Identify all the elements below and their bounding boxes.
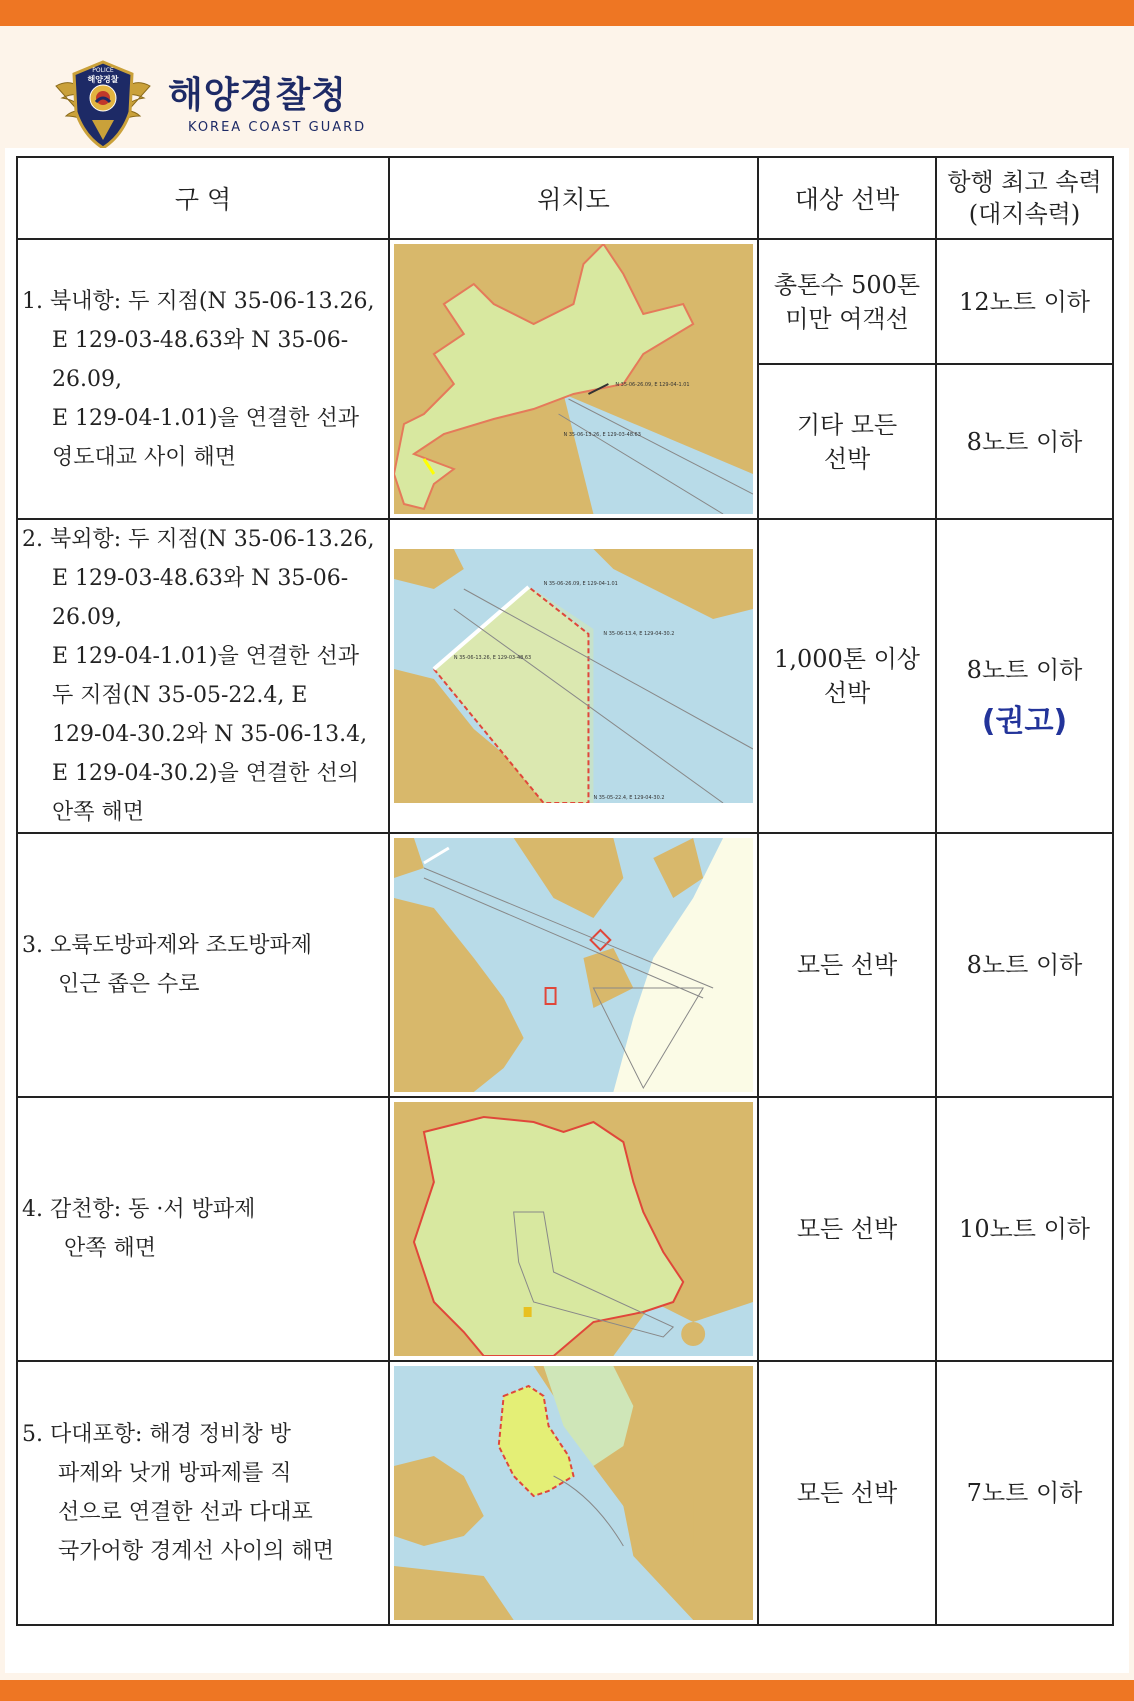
- emblem-main-text: 해양경찰: [87, 75, 119, 84]
- area-cell: [17, 239, 389, 519]
- vessel-cell: [758, 519, 936, 833]
- map-coord-label: N 35-06-13.4, E 129-04-30.2: [603, 630, 675, 638]
- area-line: 4. 감천항: 동 ·서 방파제: [22, 1197, 256, 1222]
- location-map: [389, 833, 758, 1097]
- vessel-cell: [758, 239, 936, 364]
- vessel-line: 선박: [823, 444, 871, 473]
- header-speed-line2: (대지속력): [968, 200, 1081, 228]
- header-speed-line1: 항행 최고 속력: [947, 168, 1102, 196]
- agency-name-english: KOREA COAST GUARD: [188, 120, 367, 135]
- area-line: 129-04-30.2와 N 35-06-13.4,: [52, 722, 368, 747]
- area-line: E 129-03-48.63와 N 35-06-26.09,: [52, 566, 349, 630]
- table-row: [17, 1361, 1113, 1625]
- header-speed: [936, 157, 1113, 239]
- map-coord-label: N 35-05-22.4, E 129-04-30.2: [593, 794, 665, 802]
- map-coord-label: N 35-06-13.26, E 129-03-48.63: [563, 431, 641, 439]
- vessel-line: 1,000톤 이상: [774, 645, 920, 673]
- area-line: E 129-04-1.01)을 연결한 선과: [52, 405, 359, 431]
- area-cell: [17, 833, 389, 1097]
- map-oryukdo-jodo: [394, 838, 753, 1092]
- vessel-cell: [758, 364, 936, 519]
- agency-name-korean: 해양경찰청: [168, 75, 347, 116]
- area-line: 안쪽 해면: [52, 800, 145, 825]
- speed-cell: 8노트 이하: [936, 364, 1113, 519]
- vessel-line: 선박: [823, 679, 871, 707]
- location-map: [389, 239, 758, 519]
- table-row: [17, 1097, 1113, 1361]
- area-line: 국가어항 경계선 사이의 해면: [58, 1539, 335, 1564]
- speed-limit-table: [16, 156, 1114, 1626]
- map-north-inner-harbor: [394, 244, 753, 514]
- map-coord-label: N 35-06-26.09, E 129-04-1.01: [543, 580, 618, 588]
- table-row: [17, 239, 1113, 364]
- area-line: 영도대교 사이 해면: [52, 444, 237, 470]
- area-line: 5. 다대포항: 해경 정비창 방: [22, 1422, 291, 1447]
- vessel-cell: 모든 선박: [758, 1097, 936, 1361]
- vessel-cell: 모든 선박: [758, 833, 936, 1097]
- map-coord-label: N 35-06-26.09, E 129-04-1.01: [615, 381, 690, 389]
- area-line: 파제와 낫개 방파제를 직: [58, 1461, 292, 1486]
- speed-cell: 12노트 이하: [936, 239, 1113, 364]
- agency-header: [52, 58, 366, 153]
- area-line: 1. 북내항: 두 지점(N 35-06-13.26,: [22, 288, 375, 314]
- advisory-badge: (권고): [981, 704, 1068, 739]
- coast-guard-emblem-icon: [52, 58, 154, 153]
- map-coord-label: N 35-06-13.26, E 129-03-48.63: [453, 654, 532, 662]
- location-map: [389, 1361, 758, 1625]
- speed-cell: 10노트 이하: [936, 1097, 1113, 1361]
- table-row: [17, 519, 1113, 833]
- speed-cell: 8노트 이하: [936, 833, 1113, 1097]
- map-north-outer-harbor: [394, 549, 753, 803]
- vessel-cell: 모든 선박: [758, 1361, 936, 1625]
- speed-value: 8노트 이하: [966, 656, 1083, 684]
- area-cell: [17, 1097, 389, 1361]
- emblem-top-text: POLICE: [92, 67, 114, 74]
- map-gamcheon-harbor: [394, 1102, 753, 1356]
- area-line: 두 지점(N 35-05-22.4, E: [52, 683, 308, 708]
- area-line: E 129-03-48.63와 N 35-06-26.09,: [52, 327, 349, 392]
- area-line: 인근 좁은 수로: [58, 972, 200, 997]
- area-line: E 129-04-1.01)을 연결한 선과: [52, 644, 359, 669]
- area-line: 2. 북외항: 두 지점(N 35-06-13.26,: [22, 527, 375, 552]
- top-accent-bar: [0, 0, 1134, 26]
- area-line: 안쪽 해면: [64, 1236, 157, 1261]
- vessel-line: 미만 여객선: [785, 304, 909, 333]
- speed-cell: [936, 519, 1113, 833]
- area-cell: [17, 1361, 389, 1625]
- area-cell: [17, 519, 389, 833]
- map-dadaepo-harbor: [394, 1366, 753, 1620]
- vessel-line: 총톤수 500톤: [773, 270, 921, 299]
- header-area: 구 역: [17, 157, 389, 239]
- table-header-row: [17, 157, 1113, 239]
- location-map: [389, 1097, 758, 1361]
- area-line: 3. 오륙도방파제와 조도방파제: [22, 933, 313, 958]
- table-row: [17, 833, 1113, 1097]
- header-map: 위치도: [389, 157, 758, 239]
- area-line: E 129-04-30.2)을 연결한 선의: [52, 761, 359, 786]
- vessel-line: 기타 모든: [796, 410, 898, 439]
- bottom-accent-bar: [0, 1680, 1134, 1701]
- header-vessel: 대상 선박: [758, 157, 936, 239]
- area-line: 선으로 연결한 선과 다대포: [58, 1500, 313, 1525]
- location-map: [389, 519, 758, 833]
- speed-cell: 7노트 이하: [936, 1361, 1113, 1625]
